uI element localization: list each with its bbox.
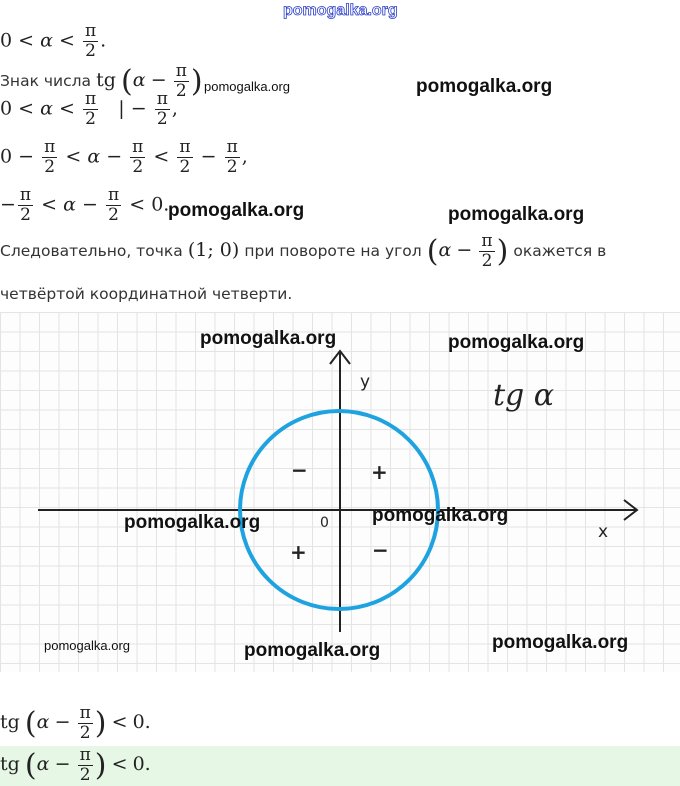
- math-zero: 0.: [151, 193, 170, 216]
- math-lt: <: [59, 29, 75, 52]
- math-minus: −: [456, 239, 473, 261]
- watermark: pomogalka.org: [492, 632, 629, 653]
- point-coordinates: (1; 0): [187, 239, 240, 261]
- sign-label: Знак числа: [0, 72, 92, 90]
- math-minus: −: [54, 711, 71, 733]
- x-axis-label: x: [598, 522, 609, 542]
- fraction-pi-over-2: [18, 186, 33, 225]
- math-minus: −: [150, 69, 167, 91]
- math-alpha: α: [87, 145, 101, 168]
- math-subtract-bar: | −: [118, 97, 147, 120]
- numerator: π: [132, 137, 144, 157]
- conclusion-text: окажется в: [513, 242, 607, 260]
- numerator: π: [226, 137, 238, 157]
- denominator: 2: [79, 765, 91, 785]
- paren-open: (: [121, 64, 133, 99]
- figure-svg: [0, 312, 680, 672]
- fraction-pi-over-2: [106, 186, 121, 225]
- math-minus: −: [0, 193, 16, 216]
- math-alpha: α: [36, 711, 50, 733]
- quadrant-1-sign: +: [371, 460, 388, 484]
- paren-close: ): [94, 748, 107, 783]
- math-alpha: α: [36, 753, 50, 775]
- numerator: π: [179, 137, 191, 157]
- paren-close: ): [94, 706, 107, 741]
- inequality-line-3: [0, 138, 248, 177]
- fraction-pi-over-2: [42, 138, 57, 177]
- math-zero: 0.: [132, 753, 151, 775]
- math-minus: −: [200, 145, 217, 168]
- paren-open: (: [24, 748, 37, 783]
- math-tg: tg: [0, 753, 20, 775]
- denominator: 2: [44, 157, 56, 177]
- fraction-pi-over-2: [78, 746, 93, 785]
- watermark: pomogalka.org: [244, 640, 381, 661]
- inequality-line-4: [0, 186, 169, 225]
- math-lt: <: [111, 753, 128, 775]
- math-alpha: α: [438, 239, 452, 261]
- quadrant-2-sign: −: [291, 458, 308, 482]
- math-lt: <: [18, 97, 35, 120]
- conclusion-text: при повороте на угол: [244, 242, 422, 260]
- math-alpha: α: [63, 193, 76, 216]
- denominator: 2: [226, 157, 238, 177]
- numerator: π: [19, 185, 32, 205]
- fraction-pi-over-2: [83, 90, 98, 129]
- result-line: [0, 704, 151, 743]
- conclusion-line-2: четвёртой координатной четверти.: [0, 285, 293, 303]
- math-dot: .: [100, 29, 107, 52]
- inequality-line-1: [0, 22, 106, 61]
- denominator: 2: [481, 251, 493, 271]
- math-zero: 0: [0, 97, 13, 120]
- numerator: π: [44, 137, 56, 157]
- math-lt: <: [65, 145, 82, 168]
- math-lt: <: [153, 145, 170, 168]
- math-lt: <: [111, 711, 128, 733]
- math-comma: ,: [171, 97, 178, 120]
- conclusion-line-1: [0, 232, 606, 271]
- watermark: pomogalka.org: [168, 200, 305, 221]
- math-zero: 0: [0, 145, 13, 168]
- paren-open: (: [24, 706, 37, 741]
- numerator: π: [84, 21, 97, 41]
- watermark: pomogalka.org: [204, 79, 290, 94]
- denominator: 2: [20, 205, 31, 225]
- watermark: pomogalka.org: [44, 638, 130, 653]
- y-axis-label: y: [360, 372, 371, 392]
- math-zero: 0: [0, 29, 13, 52]
- origin-label: 0: [320, 515, 329, 531]
- denominator: 2: [175, 81, 187, 101]
- watermark: pomogalka.org: [416, 76, 553, 97]
- numerator: π: [79, 703, 91, 723]
- math-minus: −: [18, 145, 35, 168]
- denominator: 2: [85, 41, 96, 61]
- watermark: pomogalka.org: [448, 204, 585, 225]
- denominator: 2: [108, 205, 119, 225]
- denominator: 2: [179, 157, 191, 177]
- watermark: pomogalka.org: [124, 512, 261, 533]
- math-minus: −: [54, 753, 71, 775]
- watermark: pomogalka.org: [372, 505, 509, 526]
- fraction-pi-over-2: [83, 22, 98, 61]
- math-tg: tg: [0, 711, 20, 733]
- numerator: π: [107, 185, 120, 205]
- math-minus: −: [106, 145, 123, 168]
- numerator: π: [156, 89, 168, 109]
- paren-close: ): [190, 64, 203, 99]
- numerator: π: [79, 745, 91, 765]
- math-lt: <: [59, 97, 75, 120]
- site-header-link[interactable]: pomogalka.org: [283, 2, 398, 19]
- fraction-pi-over-2: [78, 704, 93, 743]
- quadrant-3-sign: +: [290, 540, 307, 564]
- unit-circle-figure: [0, 312, 680, 672]
- quadrant-4-sign: −: [372, 538, 389, 562]
- watermark: pomogalka.org: [448, 332, 585, 353]
- answer-line: [0, 746, 151, 785]
- math-alpha: α: [40, 97, 53, 120]
- fraction-pi-over-2: [177, 138, 192, 177]
- denominator: 2: [79, 723, 91, 743]
- math-alpha: α: [40, 29, 53, 52]
- math-lt: <: [41, 193, 58, 216]
- numerator: π: [481, 231, 493, 251]
- math-comma: ,: [241, 145, 248, 168]
- watermark: pomogalka.org: [200, 328, 337, 349]
- function-title: tg α: [493, 378, 555, 413]
- fraction-pi-over-2: [155, 90, 170, 129]
- paren-close: ): [496, 234, 509, 269]
- math-zero: 0.: [132, 711, 151, 733]
- denominator: 2: [132, 157, 144, 177]
- math-minus: −: [82, 193, 98, 216]
- math-tg: tg: [96, 69, 116, 91]
- math-lt: <: [18, 29, 35, 52]
- fraction-pi-over-2: [225, 138, 240, 177]
- conclusion-text: Следовательно, точка: [0, 242, 183, 260]
- inequality-line-2: [0, 90, 178, 129]
- math-alpha: α: [132, 69, 146, 91]
- fraction-pi-over-2: [130, 138, 145, 177]
- denominator: 2: [156, 109, 168, 129]
- fraction-pi-over-2: [479, 232, 494, 271]
- paren-open: (: [426, 234, 439, 269]
- denominator: 2: [85, 109, 96, 129]
- numerator: π: [175, 61, 187, 81]
- numerator: π: [84, 89, 97, 109]
- math-lt: <: [129, 193, 146, 216]
